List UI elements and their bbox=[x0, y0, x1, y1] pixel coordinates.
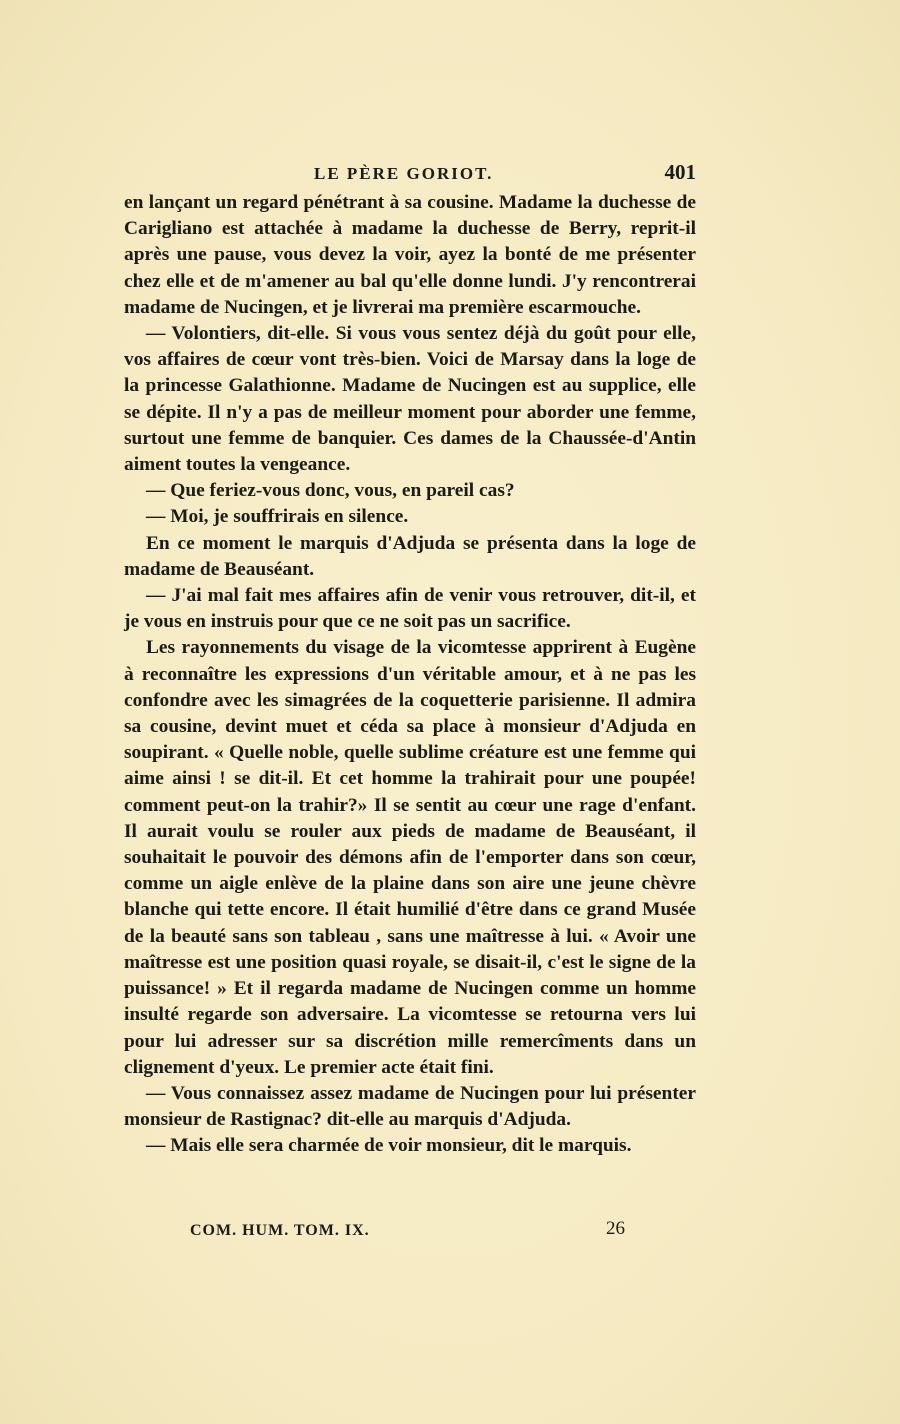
page-body bbox=[124, 190, 696, 1160]
paragraph: Les rayonnements du visage de la vicomtesse apprirent à Eugène à reconnaître les expressions d'un véritable amour, et à ne pas les confondre avec les simagrées de la coquetterie parisienne. Il admira sa cousine, devint muet et céda sa place à monsieur d'Adjuda en soupirant. « Quelle noble, quelle sublime créature est une femme qui aime ainsi ! se dit-il. Et cet homme la trahirait pour une poupée! comment peut-on la trahir?» Il se sentit au cœur une rage d'enfant. Il aurait voulu se rouler aux pieds de madame de Beauséant, il souhaitait le pouvoir des démons afin de l'emporter dans son cœur, comme un aigle enlève de la plaine dans son aire une jeune chèvre blanche qui tette encore. Il était humilié d'être dans ce grand Musée de la beauté sans son tableau , sans une maîtresse à lui. « Avoir une maîtresse est une position quasi royale, se disait-il, c'est le signe de la puissance! » Et il regarda madame de Nucingen comme un homme insulté regarde son adversaire. La vicomtesse se retourna vers lui pour lui adresser sur sa discrétion mille remercîments dans un clignement d'yeux. Le premier acte était fini. bbox=[124, 637, 696, 1078]
paragraph: — Volontiers, dit-elle. Si vous vous sentez déjà du goût pour elle, vos affaires de cœur vont très-bien. Voici de Marsay dans la loge de la princesse Galathionne. Madame de Nucingen est au supplice, elle se dépite. Il n'y a pas de meilleur moment pour aborder une femme, surtout une femme de banquier. Ces dames de la Chaussée-d'Antin aiment toutes la vengeance. bbox=[124, 323, 696, 476]
page-header bbox=[124, 160, 696, 188]
paragraph: — Vous connaissez assez madame de Nucingen pour lui présenter monsieur de Rastignac? dit-elle au marquis d'Adjuda. bbox=[124, 1082, 696, 1131]
paragraph: En ce moment le marquis d'Adjuda se présenta dans la loge de madame de Beauséant. bbox=[124, 532, 696, 580]
paragraph: — Que feriez-vous donc, vous, en pareil cas? bbox=[146, 480, 515, 502]
page-footer bbox=[124, 1218, 696, 1244]
paragraph: — Mais elle sera charmée de voir monsieur, dit le marquis. bbox=[146, 1135, 632, 1157]
running-title: LE PÈRE GORIOT. bbox=[314, 164, 494, 183]
page-number: 401 bbox=[664, 160, 696, 184]
signature-number: 26 bbox=[606, 1218, 625, 1239]
paragraph: — J'ai mal fait mes affaires afin de venir vous retrouver, dit-il, et je vous en instruis pour que ce ne soit pas un sacrifice. bbox=[124, 585, 696, 633]
paragraph: — Moi, je souffrirais en silence. bbox=[146, 506, 409, 528]
signature-mark: COM. HUM. TOM. IX. bbox=[190, 1222, 370, 1239]
paragraph: en lançant un regard pénétrant à sa cousine. Madame la duchesse de Carigliano est attachée à madame la duchesse de Berry, reprit-il après une pause, vous devez la voir, ayez la bonté de me présenter chez elle et de m'amener au bal qu'elle donne lundi. J'y rencontrerai madame de Nucingen, et je livrerai ma première escarmouche. bbox=[124, 192, 696, 318]
